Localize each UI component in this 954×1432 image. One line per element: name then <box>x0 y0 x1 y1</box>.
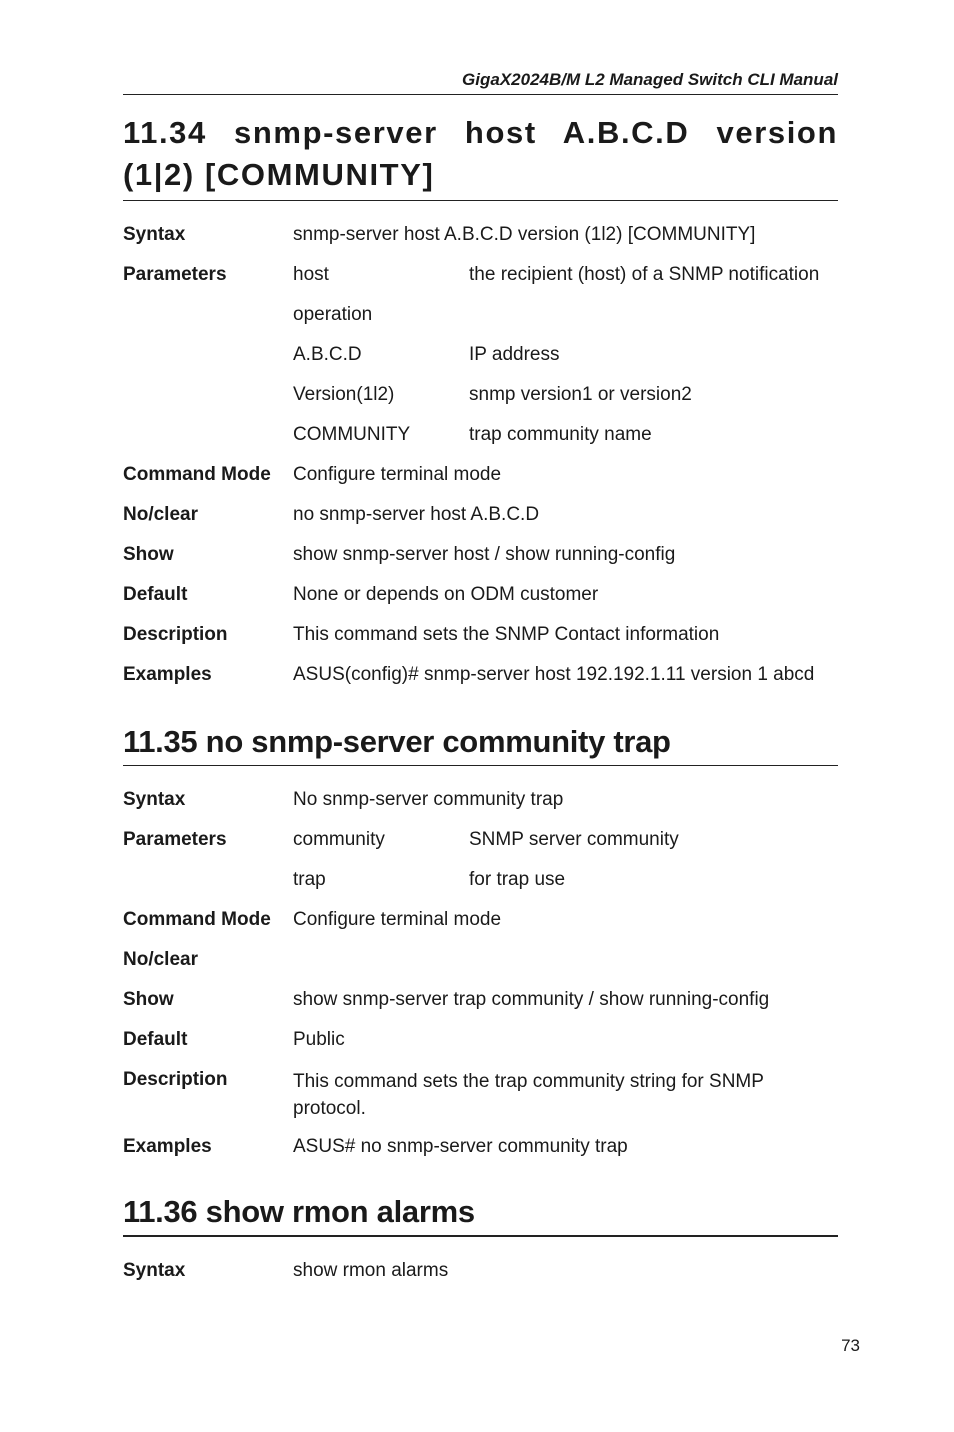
row-description <box>123 623 838 663</box>
row-command-mode <box>123 908 838 948</box>
label-parameters: Parameters <box>123 829 227 850</box>
label-command-mode: Command Mode <box>123 464 271 485</box>
row-examples <box>123 1135 838 1175</box>
param-desc: snmp version1 or version2 <box>469 384 692 405</box>
param-name: operation <box>293 304 373 325</box>
label-syntax: Syntax <box>123 789 186 810</box>
section-11-35 <box>123 721 838 1175</box>
param-entry <box>293 868 838 908</box>
label-description: Description <box>123 1069 228 1090</box>
value-no-clear <box>293 948 838 988</box>
param-entry <box>293 383 838 423</box>
value-show: show snmp-server trap community / show running-config <box>293 989 770 1010</box>
row-parameter <box>123 383 838 423</box>
row-description <box>123 1068 838 1135</box>
row-no-clear <box>123 948 838 988</box>
param-desc: the recipient (host) of a SNMP notification <box>469 264 820 285</box>
param-name: A.B.C.D <box>293 344 362 365</box>
param-desc: for trap use <box>469 869 566 890</box>
section-11-36 <box>123 1191 838 1299</box>
param-desc: trap community name <box>469 424 652 445</box>
label-default: Default <box>123 1029 188 1050</box>
section-title: 11.36 show rmon alarms <box>123 1191 838 1237</box>
spec-table <box>123 1259 838 1299</box>
value-syntax: No snmp-server community trap <box>293 789 564 810</box>
value-show: show snmp-server host / show running-config <box>293 544 676 565</box>
row-syntax <box>123 223 838 263</box>
param-desc: IP address <box>469 344 560 365</box>
value-no-clear: no snmp-server host A.B.C.D <box>293 504 540 525</box>
param-entry <box>293 423 838 463</box>
section-11-34 <box>123 112 838 703</box>
value-examples: ASUS(config)# snmp-server host 192.192.1.11 version 1 abcd <box>293 664 815 685</box>
row-syntax <box>123 788 838 828</box>
value-examples: ASUS# no snmp-server community trap <box>293 1136 628 1157</box>
row-default <box>123 1028 838 1068</box>
value-command-mode: Configure terminal mode <box>293 464 502 485</box>
value-syntax: snmp-server host A.B.C.D version (1l2) [COMMUNITY] <box>293 224 756 245</box>
param-name: trap <box>293 869 326 890</box>
value-default: Public <box>293 1029 345 1050</box>
label-show: Show <box>123 544 174 565</box>
section-title: 11.35 no snmp-server community trap <box>123 721 838 766</box>
row-parameter <box>123 303 838 343</box>
row-examples <box>123 663 838 703</box>
param-entry <box>293 343 838 383</box>
running-header: GigaX2024B/M L2 Managed Switch CLI Manual <box>123 70 838 95</box>
label-default: Default <box>123 584 188 605</box>
section-title: 11.34 snmp-server host A.B.C.D version (1|2) [COMMUNITY] <box>123 112 838 201</box>
label-syntax: Syntax <box>123 1260 186 1281</box>
value-default: None or depends on ODM customer <box>293 584 599 605</box>
param-name: Version(1l2) <box>293 384 395 405</box>
row-parameter <box>123 343 838 383</box>
row-parameter <box>123 423 838 463</box>
spec-table <box>123 223 838 703</box>
label-examples: Examples <box>123 1136 212 1157</box>
param-name: community <box>293 829 385 850</box>
value-command-mode: Configure terminal mode <box>293 909 502 930</box>
row-command-mode <box>123 463 838 503</box>
label-show: Show <box>123 989 174 1010</box>
page-number: 73 <box>841 1336 860 1355</box>
label-examples: Examples <box>123 664 212 685</box>
row-show <box>123 988 838 1028</box>
param-desc: SNMP server community <box>469 829 679 850</box>
row-no-clear <box>123 503 838 543</box>
param-name: host <box>293 264 329 285</box>
row-syntax <box>123 1259 838 1299</box>
value-description: This command sets the SNMP Contact information <box>293 624 720 645</box>
value-description: This command sets the trap community string for SNMP protocol. <box>293 1071 764 1119</box>
label-parameters: Parameters <box>123 264 227 285</box>
label-syntax: Syntax <box>123 224 186 245</box>
spec-table <box>123 788 838 1175</box>
label-command-mode: Command Mode <box>123 909 271 930</box>
row-parameters <box>123 263 838 303</box>
row-default <box>123 583 838 623</box>
row-show <box>123 543 838 583</box>
value-syntax: show rmon alarms <box>293 1260 449 1281</box>
row-parameter <box>123 868 838 908</box>
param-entry <box>293 828 838 868</box>
label-no-clear: No/clear <box>123 504 198 525</box>
param-entry <box>293 303 838 343</box>
param-entry <box>293 263 838 303</box>
param-name: COMMUNITY <box>293 424 411 445</box>
row-parameters <box>123 828 838 868</box>
label-description: Description <box>123 624 228 645</box>
label-no-clear: No/clear <box>123 949 198 970</box>
